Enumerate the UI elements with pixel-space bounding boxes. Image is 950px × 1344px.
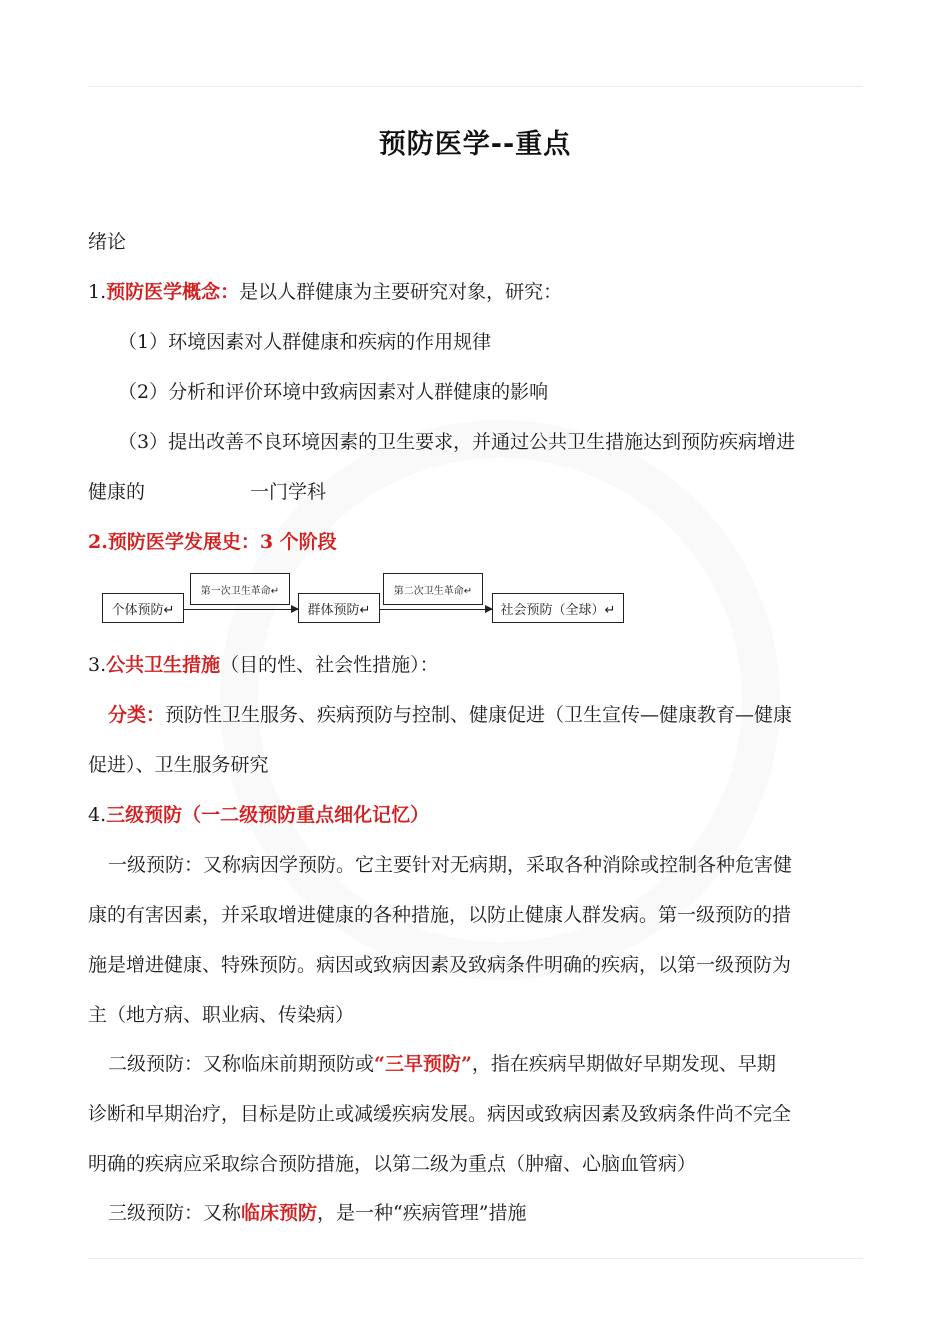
primary-prevention-line3: 施是增进健康、特殊预防。病因或致病因素及致病条件明确的疾病，以第一级预防为	[88, 954, 792, 976]
header-rule	[88, 86, 863, 87]
section-4-term: 三级预防（一二级预防重点细化记忆）	[106, 804, 430, 826]
section-3-num: 3.	[88, 654, 107, 676]
section-3-class-term: 分类：	[108, 704, 166, 726]
section-1-term: 预防医学概念：	[106, 281, 240, 303]
section-3-class-line1	[108, 701, 863, 729]
section-2-heading: 2.预防医学发展史：3 个阶段	[88, 531, 337, 553]
section-1-num: 1.	[88, 281, 107, 303]
tertiary-prevention-line	[108, 1199, 883, 1227]
section-3-term: 公共卫生措施	[106, 654, 221, 676]
secondary-prevention-term: “三早预防”	[374, 1053, 472, 1075]
tertiary-prevention-term: 临床预防	[241, 1202, 318, 1224]
section-1-item-3: （3）提出改善不良环境因素的卫生要求，并通过公共卫生措施达到预防疾病增进	[118, 431, 796, 453]
secondary-prevention-line2: 诊断和早期治疗，目标是防止或减缓疾病发展。病因或致病因素及致病条件尚不完全	[88, 1103, 792, 1125]
primary-prevention-line4: 主（地方病、职业病、传染病）	[88, 1004, 355, 1026]
section-3-line	[88, 651, 863, 679]
intro-heading: 绪论	[88, 231, 127, 253]
flow-arrow-1	[184, 609, 298, 610]
primary-prevention-line2: 康的有害因素，并采取增进健康的各种措施，以防止健康人群发病。第一级预防的措	[88, 904, 792, 926]
section-3-text: （目的性、社会性措施）：	[220, 654, 439, 676]
footer-rule	[88, 1258, 863, 1259]
section-1-tail-a: 健康的	[88, 481, 146, 503]
flow-stage-social: 社会预防（全球）↵	[492, 593, 624, 623]
section-3-class-line2: 促进）、卫生服务研究	[88, 754, 269, 776]
secondary-prevention-a: 二级预防：又称临床前期预防或	[108, 1053, 375, 1075]
section-1-item-1: （1）环境因素对人群健康和疾病的作用规律	[118, 331, 492, 353]
secondary-prevention-line1	[108, 1050, 863, 1078]
section-1-item-2: （2）分析和评价环境中致病因素对人群健康的影响	[118, 381, 549, 403]
flow-arrow-2	[380, 609, 492, 610]
secondary-prevention-b: ，指在疾病早期做好早期发现、早期	[471, 1053, 776, 1075]
flow-stage-individual: 个体预防↵	[102, 593, 184, 623]
flow-revolution-1: 第一次卫生革命↵	[190, 573, 290, 605]
section-1-tail	[88, 478, 863, 506]
section-4-line	[88, 801, 863, 829]
secondary-prevention-quote	[374, 1053, 472, 1075]
section-1-text: 是以人群健康为主要研究对象，研究：	[239, 281, 563, 303]
tertiary-prevention-b: ，是一种“疾病管理”措施	[317, 1202, 527, 1224]
tertiary-prevention-a: 三级预防：又称	[108, 1202, 242, 1224]
primary-prevention-line1: 一级预防：又称病因学预防。它主要针对无病期，采取各种消除或控制各种危害健	[108, 854, 793, 876]
secondary-prevention-line3: 明确的疾病应采取综合预防措施，以第二级为重点（肿瘤、心脑血管病）	[88, 1153, 697, 1175]
section-1-tail-b: 一门学科	[250, 481, 327, 503]
section-1-line	[88, 278, 863, 306]
section-3-class-text: 预防性卫生服务、疾病预防与控制、健康促进（卫生宣传—健康教育—健康	[165, 704, 793, 726]
section-4-num: 4.	[88, 804, 107, 826]
flow-stage-group: 群体预防↵	[298, 593, 380, 623]
page-title: 预防医学--重点	[378, 129, 572, 160]
flow-revolution-2: 第二次卫生革命↵	[383, 573, 483, 605]
